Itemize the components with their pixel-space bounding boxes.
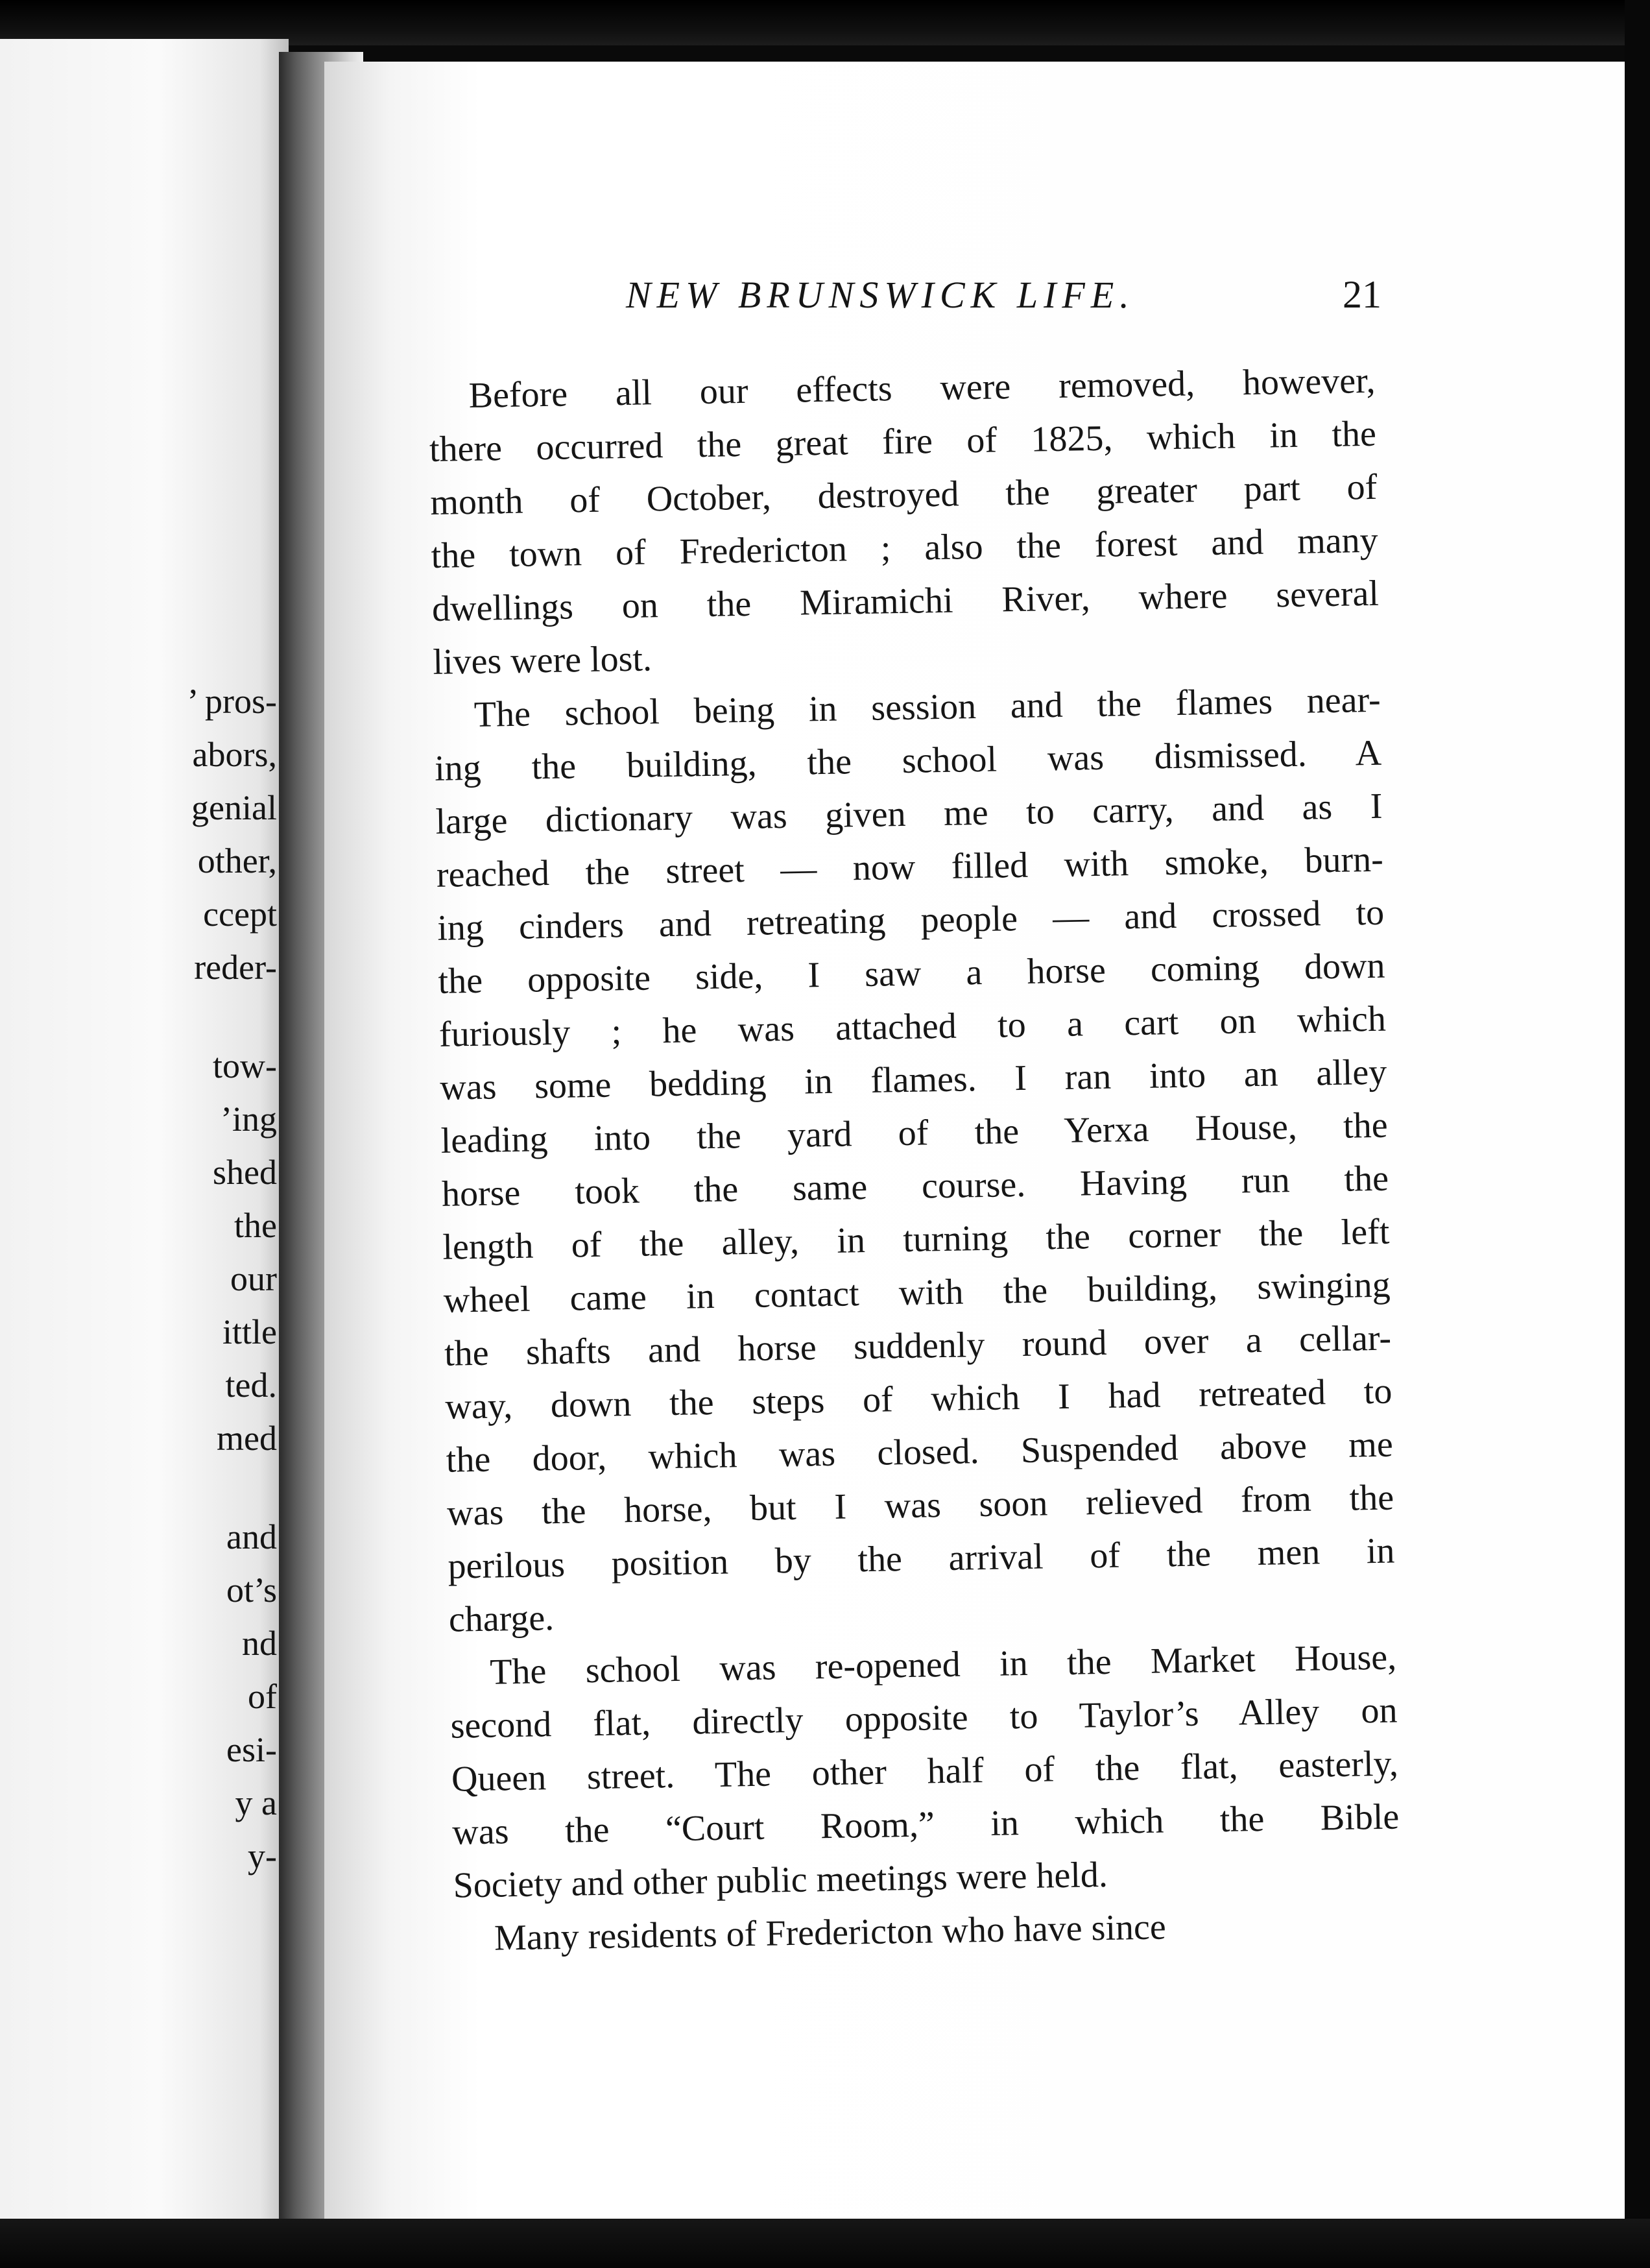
previous-page-fragment: of: [248, 1677, 277, 1716]
text-line: length of the alley, in turning the corner the left: [442, 1211, 1390, 1268]
scan-border-bottom: [0, 2219, 1650, 2268]
previous-page-fragment: ot’s: [226, 1571, 277, 1610]
text-line: the door, which was closed. Suspended above me: [446, 1424, 1394, 1480]
text-line: month of October, destroyed the greater part of: [429, 466, 1378, 523]
previous-page-fragment: y-: [248, 1837, 277, 1876]
text-line: ing cinders and retreating people — and crossed to: [436, 892, 1385, 948]
text-line: the town of Fredericton ; also the forest and many: [431, 520, 1379, 576]
previous-page-fragment: other,: [197, 841, 277, 880]
text-line: Society and other public meetings were held.: [453, 1854, 1108, 1906]
previous-page-fragment: ittle: [222, 1312, 277, 1351]
paragraph: [433, 673, 1396, 1647]
text-line: large dictionary was given me to carry, and as I: [435, 786, 1383, 842]
previous-page-fragment: [187, 994, 277, 1039]
text-line: was the horse, but I was soon relieved from the: [446, 1477, 1394, 1534]
previous-page-fragment: y a: [235, 1783, 277, 1822]
paragraph: [449, 1631, 1401, 1912]
previous-page-fragment: ’ pros-: [187, 682, 277, 721]
text-line: wheel came in contact with the building, swinging: [443, 1264, 1391, 1321]
text-line: dwellings on the Miramichi River, where several: [431, 573, 1380, 629]
text-line: charge.: [448, 1598, 555, 1640]
previous-page-fragment: our: [230, 1259, 277, 1298]
previous-page-fragment: nd: [242, 1624, 277, 1663]
previous-page-fragment: the: [234, 1206, 277, 1245]
previous-page-edge: [0, 39, 289, 2225]
text-line: way, down the steps of which I had retreated to: [444, 1371, 1393, 1427]
previous-page-fragment: [187, 1465, 277, 1510]
text-line: horse took the same course. Having run the: [441, 1158, 1389, 1214]
text-line: leading into the yard of the Yerxa House, the: [440, 1105, 1389, 1161]
text-line: the opposite side, I saw a horse coming down: [438, 945, 1385, 1002]
text-line: Many residents of Fredericton who have since: [494, 1907, 1167, 1959]
text-line: perilous position by the arrival of the men in: [448, 1530, 1395, 1587]
body-text: [428, 354, 1402, 1966]
scan-border-right: [1625, 0, 1650, 2268]
text-line: second flat, directly opposite to Taylor’s Alley on: [450, 1690, 1398, 1746]
previous-page-text-fragments: [187, 675, 277, 1883]
previous-page-fragment: esi-: [226, 1730, 277, 1769]
text-line: Queen street. The other half of the flat, easterly,: [451, 1743, 1399, 1800]
text-line: reached the street — now filled with smoke, burn-: [436, 839, 1384, 895]
text-line: Before all our effects were removed, however,: [468, 360, 1376, 416]
text-line: there occurred the great fire of 1825, which in the: [429, 413, 1377, 470]
previous-page-fragment: ’ing: [221, 1100, 277, 1139]
page-number: 21: [1343, 273, 1381, 316]
running-title: NEW BRUNSWICK LIFE.: [626, 274, 1135, 316]
text-line: The school being in session and the flames near-: [473, 679, 1381, 735]
text-line: ing the building, the school was dismissed. A: [434, 732, 1382, 789]
text-line: was some bedding in flames. I ran into an alley: [439, 1052, 1387, 1108]
previous-page-fragment: and: [226, 1517, 277, 1556]
paragraph: [428, 354, 1380, 689]
text-line: the shafts and horse suddenly round over a cellar-: [444, 1318, 1392, 1374]
previous-page-fragment: tow-: [213, 1046, 277, 1085]
previous-page-fragment: med: [217, 1419, 277, 1458]
previous-page-fragment: shed: [213, 1153, 277, 1192]
previous-page-fragment: ccept: [203, 895, 277, 934]
previous-page-fragment: ted.: [225, 1366, 277, 1405]
text-line: furiously ; he was attached to a cart on which: [438, 998, 1387, 1055]
text-line: The school was re-opened in the Market House,: [489, 1637, 1397, 1693]
previous-page-fragment: reder-: [194, 948, 277, 987]
running-head: [626, 272, 1381, 317]
text-line: was the “Court Room,” in which the Bible: [451, 1796, 1400, 1853]
previous-page-fragment: genial: [191, 788, 277, 827]
previous-page-fragment: abors,: [192, 735, 277, 774]
text-line: lives were lost.: [432, 638, 652, 682]
